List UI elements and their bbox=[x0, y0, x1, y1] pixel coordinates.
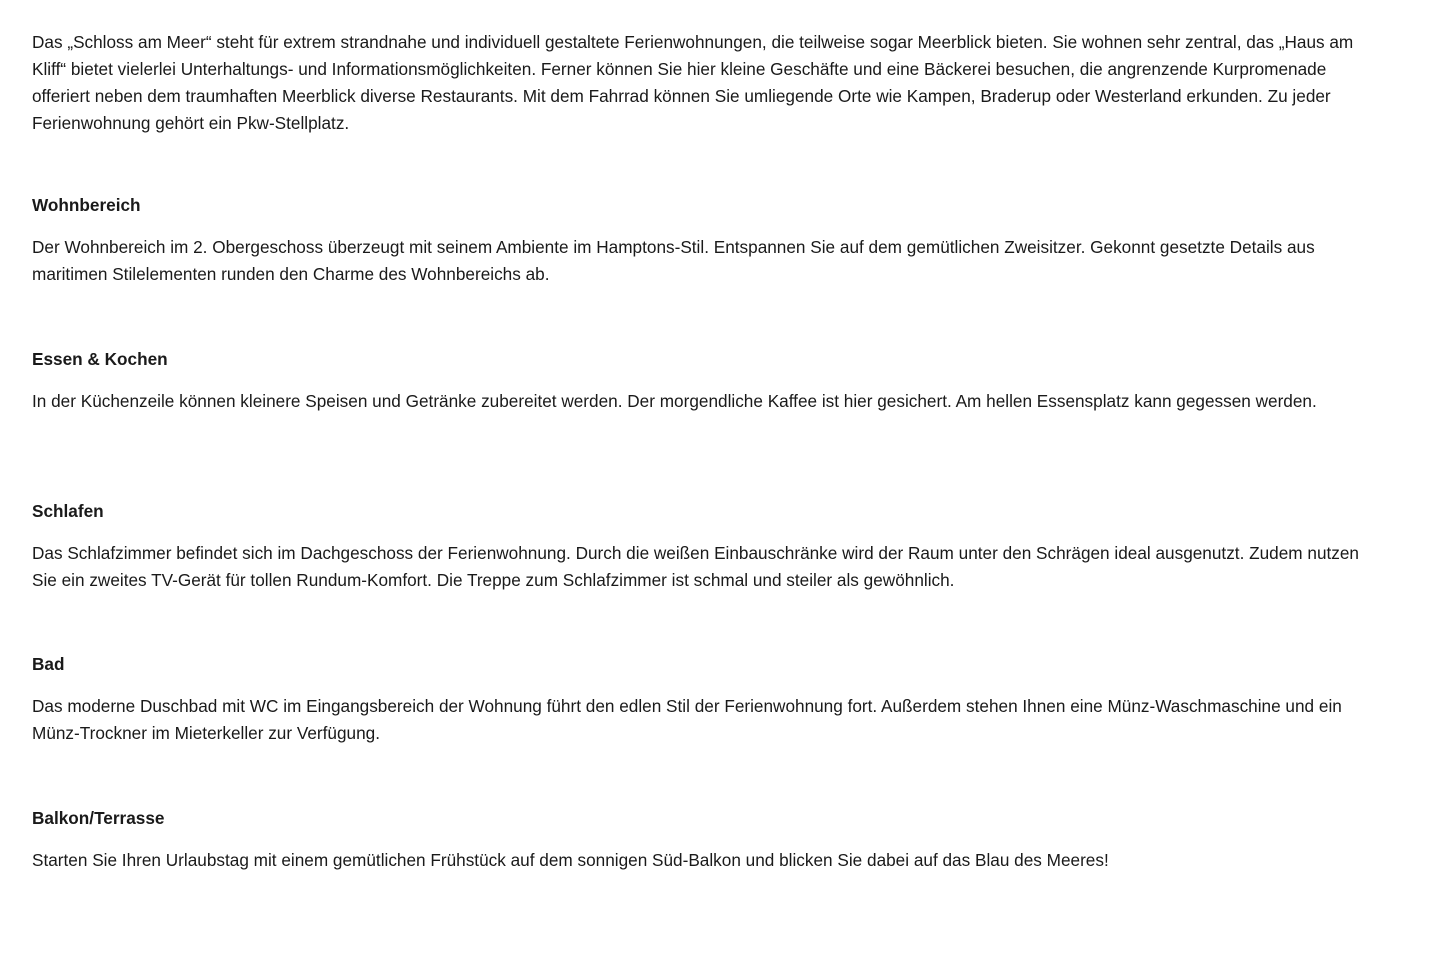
section-text: Starten Sie Ihren Urlaubstag mit einem gemütlichen Frühstück auf dem sonnigen Süd-Balkon und blicken Sie dabei auf das Blau des Meeres! bbox=[32, 850, 1109, 870]
section-heading: Bad bbox=[32, 654, 65, 674]
section-heading: Essen & Kochen bbox=[32, 349, 168, 369]
section-text: Das moderne Duschbad mit WC im Eingangsbereich der Wohnung führt den edlen Stil der Ferienwohnung fort. Außerdem stehen Ihnen eine Münz-Waschmaschine und ein Münz-Trockner im Mieterkeller zur Verfügung. bbox=[32, 696, 1342, 743]
section-essen-kochen bbox=[32, 346, 1372, 415]
section-heading: Wohnbereich bbox=[32, 195, 141, 215]
section-heading: Schlafen bbox=[32, 501, 104, 521]
section-heading: Balkon/Terrasse bbox=[32, 808, 165, 828]
section-schlafen bbox=[32, 498, 1372, 594]
intro-paragraph: Das „Schloss am Meer“ steht für extrem strandnahe und individuell gestaltete Ferienwohnungen, die teilweise sogar Meerblick bieten. Sie wohnen sehr zentral, das „Haus am Kliff“ bietet vielerlei Unterhaltungs- und Informationsmöglichkeiten. Ferner können Sie hier kleine Geschäfte und eine Bäckerei besuchen, die angrenzende Kurpromenade offeriert neben dem traumhaften Meerblick diverse Restaurants. Mit dem Fahrrad können Sie umliegende Orte wie Kampen, Braderup oder Westerland erkunden. Zu jeder Ferienwohnung gehört ein Pkw-Stellplatz. bbox=[32, 32, 1354, 133]
section-text: Der Wohnbereich im 2. Obergeschoss überzeugt mit seinem Ambiente im Hamptons-Stil. Entspannen Sie auf dem gemütlichen Zweisitzer. Gekonnt gesetzte Details aus maritimen Stilelementen runden den Charme des Wohnbereichs ab. bbox=[32, 237, 1315, 284]
section-balkon-terrasse bbox=[32, 805, 1372, 874]
section-text: Das Schlafzimmer befindet sich im Dachgeschoss der Ferienwohnung. Durch die weißen Einbauschränke wird der Raum unter den Schrägen ideal ausgenutzt. Zudem nutzen Sie ein zweites TV-Gerät für tollen Rundum-Komfort. Die Treppe zum Schlafzimmer ist schmal und steiler als gewöhnlich. bbox=[32, 543, 1359, 590]
section-wohnbereich bbox=[32, 192, 1372, 288]
document-page bbox=[32, 0, 1372, 870]
section-bad bbox=[32, 651, 1372, 747]
section-text: In der Küchenzeile können kleinere Speisen und Getränke zubereitet werden. Der morgendliche Kaffee ist hier gesichert. Am hellen Essensplatz kann gegessen werden. bbox=[32, 391, 1317, 411]
